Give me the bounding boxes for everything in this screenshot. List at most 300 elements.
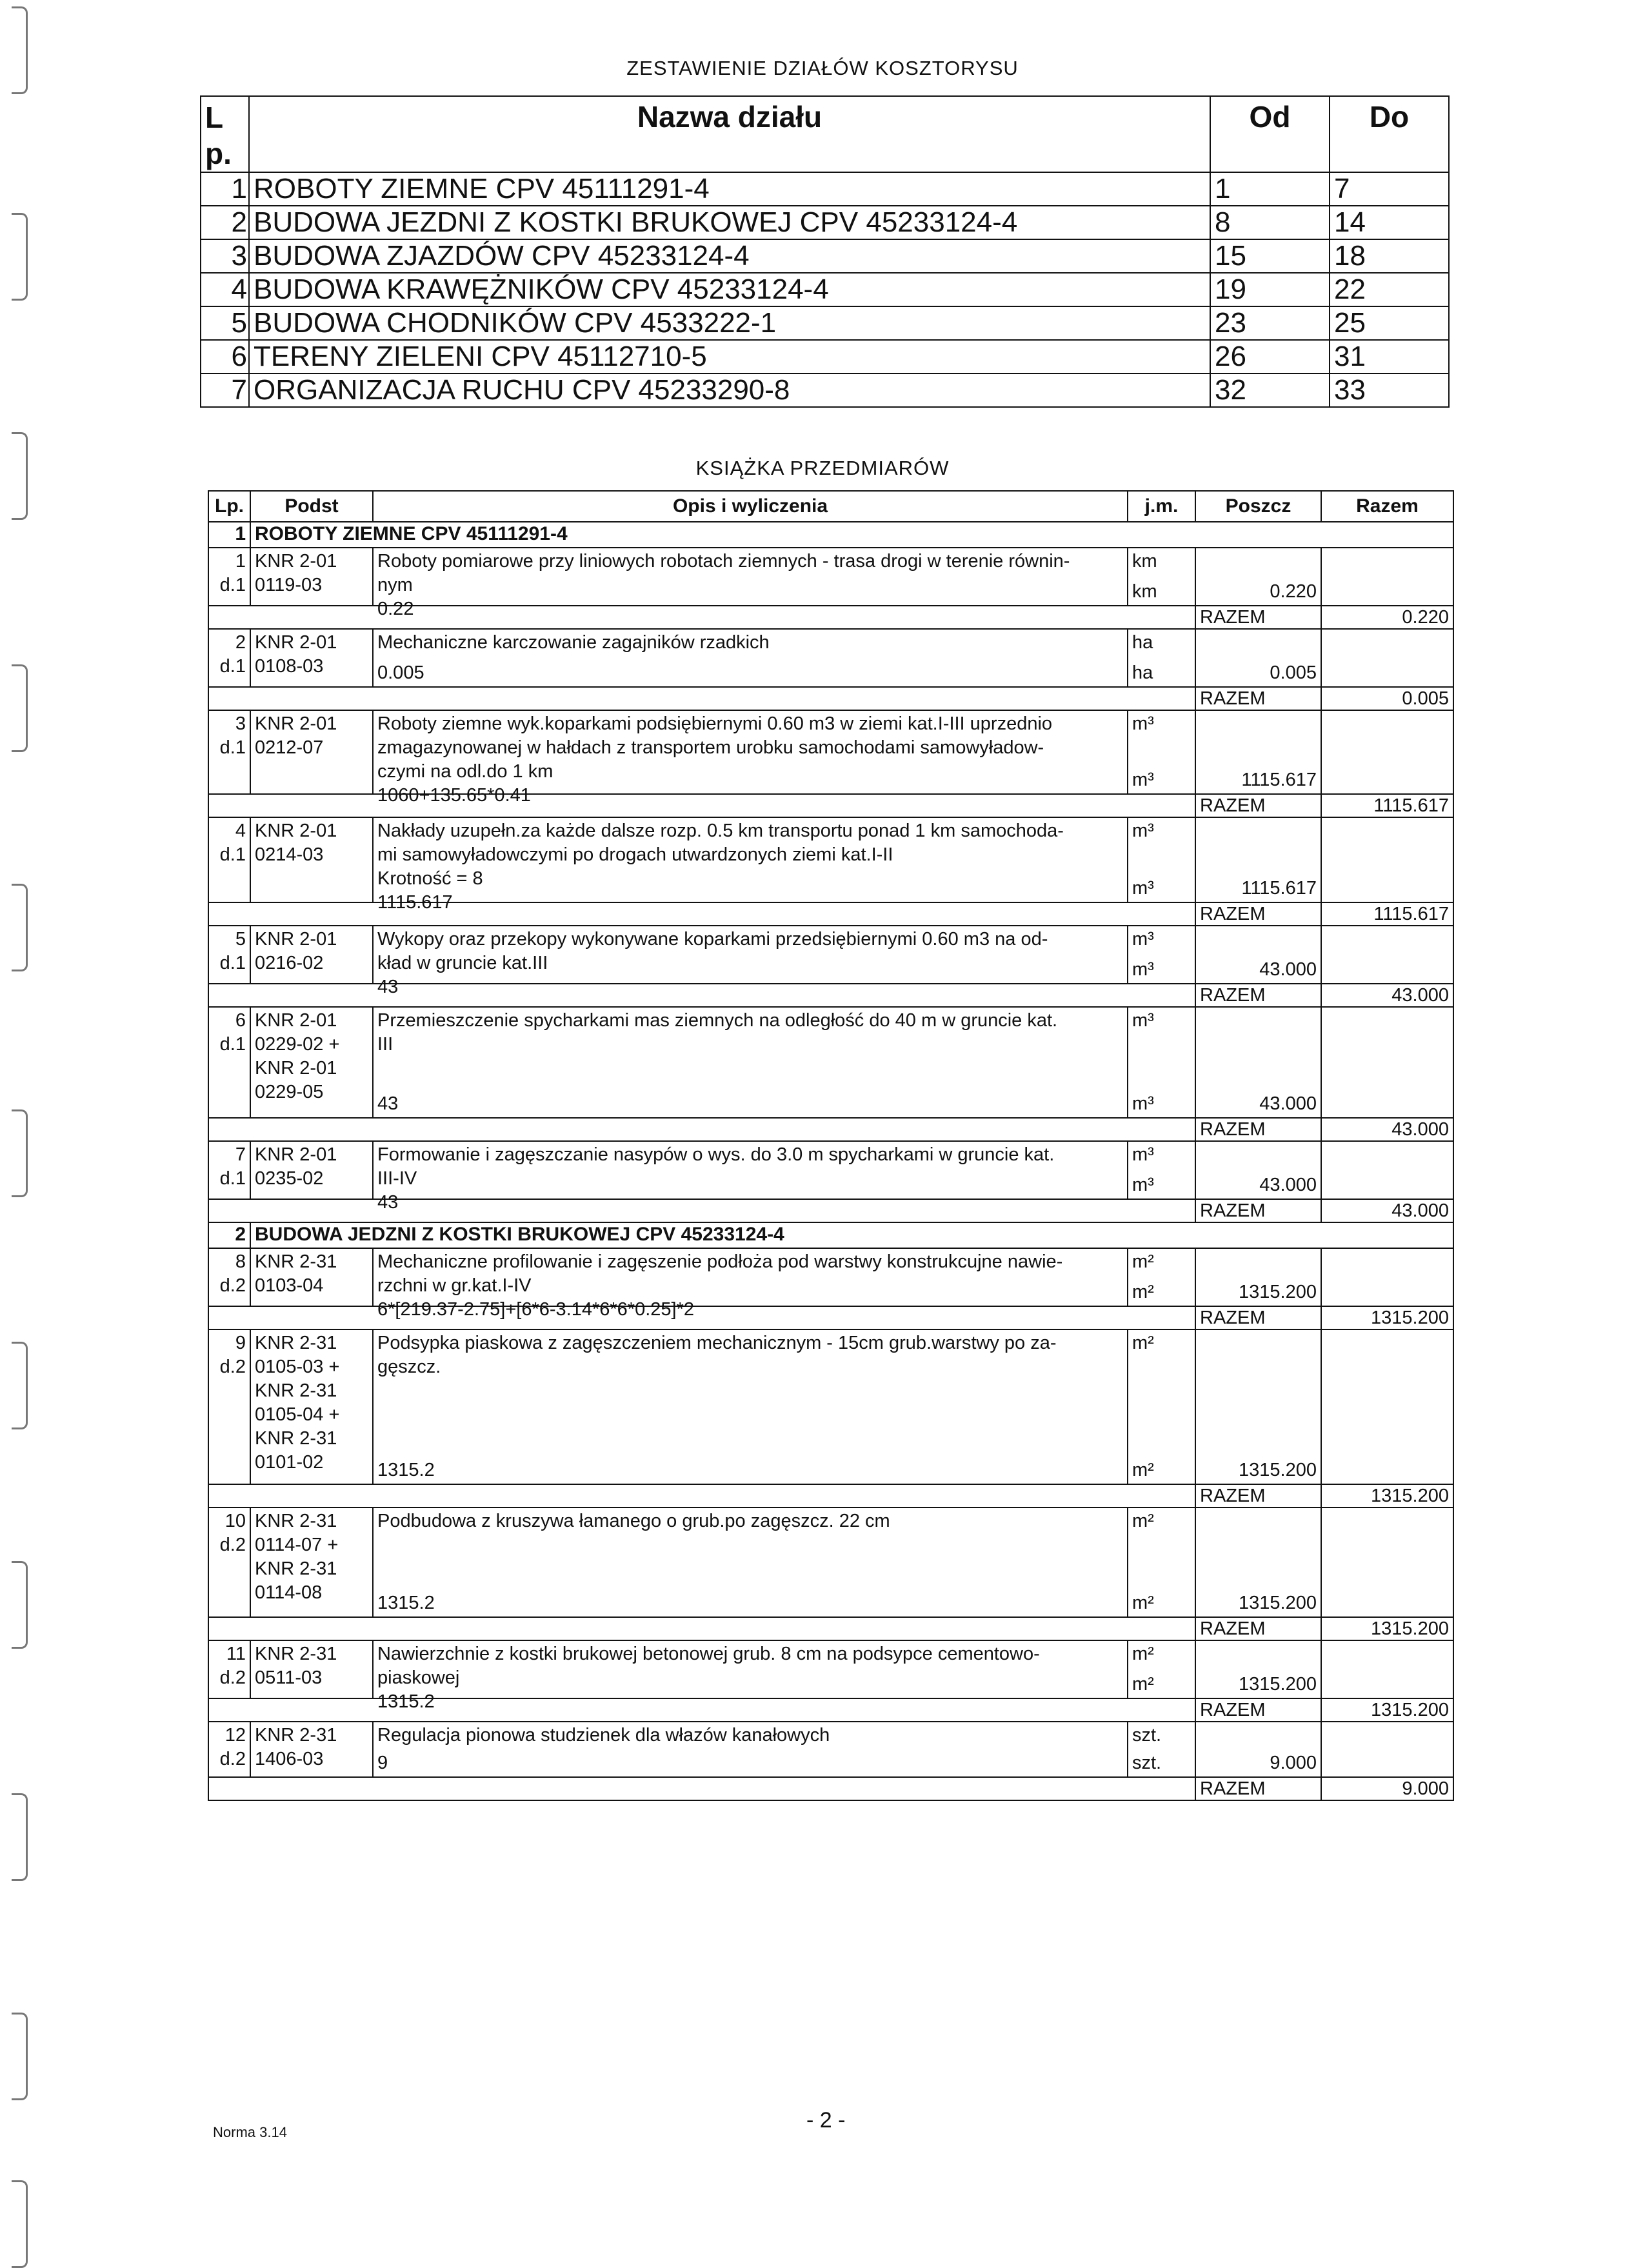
- opis-line: Wykopy oraz przekopy wykonywane koparkami przedsiębiernymi 0.60 m3 na od-: [377, 929, 1048, 950]
- summary-row: [201, 172, 1449, 206]
- item-podstawa: [250, 710, 373, 794]
- item-lp: [208, 926, 250, 984]
- opis-text: [377, 928, 1123, 975]
- summary-row: [201, 340, 1449, 373]
- opis-calculation: 43: [377, 1093, 399, 1114]
- opis-text: [377, 712, 1123, 784]
- opis-stack: [377, 928, 1123, 997]
- opis-line: Przemieszczenie spycharkami mas ziemnych na odległość do 40 m w gruncie kat.: [377, 1010, 1058, 1031]
- razem-value: 1315.200: [1321, 1617, 1453, 1640]
- summary-od: 8: [1210, 206, 1330, 239]
- poszcz-value: 43.000: [1259, 959, 1317, 980]
- binder-hole: [12, 2180, 28, 2268]
- opis-line: piaskowej: [377, 1667, 460, 1688]
- item-section-ref: d.1: [219, 656, 246, 677]
- opis-calculation: 1315.2: [377, 1593, 435, 1613]
- item-razem-empty: [1321, 710, 1453, 794]
- item-number: 6: [235, 1010, 246, 1031]
- item-poszcz: [1195, 817, 1321, 902]
- summary-lp: 6: [201, 340, 249, 373]
- summary-nazwa: TERENY ZIELENI CPV 45112710-5: [249, 340, 1210, 373]
- poszcz-value: 1315.200: [1239, 1674, 1317, 1695]
- razem-label: RAZEM: [1195, 606, 1321, 629]
- przedmiar-title: KSIĄŻKA PRZEDMIARÓW: [695, 457, 950, 479]
- item-opis: [373, 629, 1128, 687]
- razem-empty: [208, 1118, 1195, 1141]
- summary-nazwa: BUDOWA ZJAZDÓW CPV 45233124-4: [249, 239, 1210, 273]
- podstawa-line: KNR 2-01: [255, 632, 337, 653]
- opis-text: [377, 1724, 1123, 1747]
- item-section-ref: d.2: [219, 1667, 246, 1688]
- poszcz-value: 9.000: [1270, 1753, 1317, 1773]
- binder-hole: [12, 1109, 28, 1197]
- summary-do: 25: [1330, 306, 1449, 340]
- summary-header-od: Od: [1210, 96, 1330, 172]
- item-podstawa: [250, 1640, 373, 1698]
- poszcz-stack: [1200, 1509, 1317, 1615]
- podstawa-line: KNR 2-01: [255, 713, 337, 734]
- poszcz-value: 43.000: [1259, 1175, 1317, 1195]
- item-poszcz: [1195, 1007, 1321, 1118]
- item-podstawa: [250, 817, 373, 902]
- razem-value: 1315.200: [1321, 1698, 1453, 1722]
- opis-calculation: 6*[219.37-2.75]+[6*6-3.14*6*6*0.25]*2: [377, 1299, 694, 1320]
- item-opis: [373, 1640, 1128, 1712]
- podstawa-line: KNR 2-31: [255, 1511, 337, 1531]
- opis-calculation: 1315.2: [377, 1460, 435, 1480]
- binder-hole: [12, 1342, 28, 1429]
- binder-hole: [12, 1561, 28, 1649]
- przedmiar-header-opis: Opis i wyliczenia: [373, 491, 1128, 522]
- podstawa-line: 0105-03 +: [255, 1357, 340, 1377]
- opis-stack: [377, 1509, 1123, 1615]
- opis-line: Nawierzchnie z kostki brukowej betonowej grub. 8 cm na podsypce cementowo-: [377, 1644, 1040, 1664]
- item-section-ref: d.1: [219, 844, 246, 865]
- item-razem-empty: [1321, 926, 1453, 984]
- item-number: 8: [235, 1251, 246, 1272]
- binder-hole: [12, 884, 28, 971]
- jm-unit: m³: [1132, 929, 1154, 950]
- razem-row: [208, 1118, 1453, 1141]
- item-jm: [1128, 817, 1195, 902]
- jm-stack: [1132, 1250, 1191, 1304]
- podstawa-line: KNR 2-31: [255, 1428, 337, 1449]
- section-title: ROBOTY ZIEMNE CPV 45111291-4: [250, 522, 1453, 548]
- binder-hole: [12, 1793, 28, 1881]
- jm-unit: m³: [1132, 1144, 1154, 1165]
- jm-unit: m²: [1132, 1644, 1154, 1664]
- opis-line: Formowanie i zagęszczanie nasypów o wys. do 3.0 m spycharkami w gruncie kat.: [377, 1144, 1055, 1165]
- przedmiar-item-row: [208, 548, 1453, 606]
- opis-text: [377, 1642, 1123, 1690]
- podstawa-line: 0511-03: [255, 1667, 323, 1688]
- item-section-ref: d.2: [219, 1535, 246, 1555]
- podstawa-line: KNR 2-31: [255, 1380, 337, 1401]
- binder-hole: [12, 213, 28, 301]
- opis-line: Mechaniczne profilowanie i zagęszenie podłoża pod warstwy konstrukcujne nawie-: [377, 1251, 1063, 1272]
- item-poszcz: [1195, 1640, 1321, 1698]
- opis-stack: [377, 819, 1123, 913]
- opis-line: Krotność = 8: [377, 868, 483, 889]
- footer-software: Norma 3.14: [213, 2124, 287, 2140]
- opis-text: [377, 631, 1123, 655]
- summary-lp: 1: [201, 172, 249, 206]
- przedmiar-item-row: [208, 1640, 1453, 1698]
- jm-unit-calc: m²: [1132, 1674, 1154, 1695]
- item-podstawa: [250, 1248, 373, 1306]
- summary-header-lp: L p.: [201, 96, 249, 172]
- item-section-ref: d.1: [219, 1168, 246, 1189]
- opis-line: Regulacja pionowa studzienek dla włazów kanałowych: [377, 1725, 830, 1746]
- poszcz-value: 1115.617: [1241, 878, 1317, 899]
- summary-od: 15: [1210, 239, 1330, 273]
- razem-row: [208, 1484, 1453, 1507]
- item-podstawa: [250, 548, 373, 606]
- opis-line: III-IV: [377, 1168, 417, 1189]
- item-number: 4: [235, 821, 246, 841]
- item-lp: [208, 1329, 250, 1484]
- jm-stack: [1132, 1143, 1191, 1197]
- summary-do: 31: [1330, 340, 1449, 373]
- section-row: [208, 522, 1453, 548]
- opis-calculation: 0.22: [377, 599, 414, 619]
- jm-unit: km: [1132, 551, 1157, 572]
- poszcz-stack: [1200, 1143, 1317, 1197]
- opis-calculation: 1060+135.65*0.41: [377, 785, 531, 806]
- summary-od: 23: [1210, 306, 1330, 340]
- poszcz-stack: [1200, 1009, 1317, 1116]
- item-lp: [208, 1248, 250, 1306]
- jm-stack: [1132, 550, 1191, 604]
- jm-unit: m³: [1132, 821, 1154, 841]
- jm-unit-calc: m³: [1132, 959, 1154, 980]
- summary-nazwa: BUDOWA KRAWĘŻNIKÓW CPV 45233124-4: [249, 273, 1210, 306]
- summary-do: 18: [1330, 239, 1449, 273]
- item-poszcz: [1195, 1722, 1321, 1777]
- item-number: 5: [235, 929, 246, 950]
- razem-value: 1315.200: [1321, 1484, 1453, 1507]
- item-opis: [373, 1007, 1128, 1118]
- razem-value: 1115.617: [1321, 794, 1453, 817]
- section-row: [208, 1222, 1453, 1248]
- item-number: 1: [235, 551, 246, 572]
- summary-nazwa: BUDOWA JEZDNI Z KOSTKI BRUKOWEJ CPV 45233124-4: [249, 206, 1210, 239]
- item-poszcz: [1195, 926, 1321, 984]
- jm-unit: m³: [1132, 1010, 1154, 1031]
- section-title: BUDOWA JEDZNI Z KOSTKI BRUKOWEJ CPV 45233124-4: [250, 1222, 1453, 1248]
- podstawa-line: 0105-04 +: [255, 1404, 340, 1425]
- przedmiar-item-row: [208, 1141, 1453, 1199]
- opis-line: Roboty ziemne wyk.koparkami podsiębiernymi 0.60 m3 w ziemi kat.I-III uprzednio: [377, 713, 1053, 734]
- przedmiar-header-razem: Razem: [1321, 491, 1453, 522]
- page-number: - 2 -: [806, 2108, 846, 2133]
- opis-stack: [377, 1143, 1123, 1213]
- opis-line: Podbudowa z kruszywa łamanego o grub.po zagęszcz. 22 cm: [377, 1511, 890, 1531]
- podstawa-line: 0114-07 +: [255, 1535, 339, 1555]
- razem-label: RAZEM: [1195, 1199, 1321, 1222]
- summary-od: 1: [1210, 172, 1330, 206]
- item-opis: [373, 1507, 1128, 1617]
- jm-unit-calc: m²: [1132, 1460, 1154, 1480]
- item-podstawa: [250, 1141, 373, 1199]
- opis-text: [377, 1509, 1123, 1533]
- item-number: 3: [235, 713, 246, 734]
- przedmiar-item-row: [208, 1507, 1453, 1617]
- przedmiar-item-row: [208, 1007, 1453, 1118]
- podstawa-line: 0229-02 +: [255, 1034, 340, 1055]
- item-poszcz: [1195, 548, 1321, 606]
- summary-do: 14: [1330, 206, 1449, 239]
- item-jm: [1128, 1722, 1195, 1777]
- opis-text: [377, 1250, 1123, 1298]
- binder-hole: [12, 6, 28, 94]
- item-opis: [373, 926, 1128, 997]
- opis-line: zmagazynowanej w hałdach z transportem urobku samochodami samowyładow-: [377, 737, 1044, 758]
- opis-calculation: 0.005: [377, 662, 424, 683]
- opis-text: [377, 819, 1123, 891]
- item-opis: [373, 548, 1128, 619]
- podstawa-line: 0101-02: [255, 1452, 324, 1473]
- opis-line: Nakłady uzupełn.za każde dalsze rozp. 0.5 km transportu ponad 1 km samochoda-: [377, 821, 1064, 841]
- poszcz-value: 1315.200: [1239, 1593, 1317, 1613]
- item-lp: [208, 629, 250, 687]
- jm-unit: m²: [1132, 1333, 1154, 1353]
- razem-empty: [208, 687, 1195, 710]
- razem-value: 43.000: [1321, 984, 1453, 1007]
- summary-row: [201, 273, 1449, 306]
- opis-line: czymi na odl.do 1 km: [377, 761, 553, 782]
- summary-lp: 2: [201, 206, 249, 239]
- binder-hole: [12, 664, 28, 752]
- przedmiar-item-row: [208, 629, 1453, 687]
- podstawa-line: 0114-08: [255, 1582, 323, 1603]
- summary-title: ZESTAWIENIE DZIAŁÓW KOSZTORYSU: [626, 57, 1019, 79]
- podstawa-line: KNR 2-01: [255, 821, 337, 841]
- opis-line: kład w gruncie kat.III: [377, 953, 548, 973]
- przedmiar-header-podst: Podst: [250, 491, 373, 522]
- item-razem-empty: [1321, 1329, 1453, 1484]
- opis-line: Mechaniczne karczowanie zagajników rzadkich: [377, 632, 770, 653]
- item-razem-empty: [1321, 1141, 1453, 1199]
- poszcz-stack: [1200, 550, 1317, 604]
- section-number: 2: [208, 1222, 250, 1248]
- summary-header-nazwa: Nazwa działu: [249, 96, 1210, 172]
- opis-stack: [377, 631, 1123, 685]
- item-podstawa: [250, 926, 373, 984]
- summary-nazwa: ROBOTY ZIEMNE CPV 45111291-4: [249, 172, 1210, 206]
- opis-stack: [377, 712, 1123, 806]
- podstawa-line: KNR 2-31: [255, 1558, 337, 1579]
- razem-empty: [208, 1484, 1195, 1507]
- razem-value: 0.005: [1321, 687, 1453, 710]
- item-jm: [1128, 1248, 1195, 1306]
- razem-row: [208, 687, 1453, 710]
- section-number: 1: [208, 522, 250, 548]
- podstawa-line: KNR 2-01: [255, 1058, 337, 1079]
- item-section-ref: d.1: [219, 575, 246, 595]
- item-razem-empty: [1321, 629, 1453, 687]
- item-section-ref: d.1: [219, 737, 246, 758]
- opis-stack: [377, 1331, 1123, 1482]
- poszcz-stack: [1200, 928, 1317, 982]
- item-number: 11: [226, 1644, 246, 1664]
- item-podstawa: [250, 629, 373, 687]
- item-jm: [1128, 548, 1195, 606]
- razem-label: RAZEM: [1195, 1777, 1321, 1800]
- razem-label: RAZEM: [1195, 1617, 1321, 1640]
- item-number: 7: [235, 1144, 246, 1165]
- jm-unit: szt.: [1132, 1725, 1162, 1746]
- item-lp: [208, 1007, 250, 1118]
- item-jm: [1128, 1507, 1195, 1617]
- item-poszcz: [1195, 1507, 1321, 1617]
- item-opis: [373, 1248, 1128, 1320]
- jm-unit-calc: m³: [1132, 1175, 1154, 1195]
- summary-od: 26: [1210, 340, 1330, 373]
- summary-row: [201, 206, 1449, 239]
- item-opis: [373, 710, 1128, 806]
- item-podstawa: [250, 1722, 373, 1777]
- jm-unit: m²: [1132, 1511, 1154, 1531]
- jm-stack: [1132, 1642, 1191, 1696]
- razem-label: RAZEM: [1195, 1698, 1321, 1722]
- przedmiar-item-row: [208, 1722, 1453, 1777]
- summary-do: 33: [1330, 373, 1449, 407]
- przedmiar-item-row: [208, 817, 1453, 902]
- podstawa-line: 0214-03: [255, 844, 324, 865]
- item-section-ref: d.1: [219, 1034, 246, 1055]
- razem-value: 43.000: [1321, 1118, 1453, 1141]
- opis-stack: [377, 1724, 1123, 1775]
- razem-label: RAZEM: [1195, 687, 1321, 710]
- razem-label: RAZEM: [1195, 984, 1321, 1007]
- poszcz-stack: [1200, 819, 1317, 900]
- poszcz-value: 1115.617: [1241, 770, 1317, 790]
- summary-header-do: Do: [1330, 96, 1449, 172]
- opis-text: [377, 1009, 1123, 1057]
- item-section-ref: d.2: [219, 1357, 246, 1377]
- item-razem-empty: [1321, 1640, 1453, 1698]
- opis-calculation: 43: [377, 977, 399, 997]
- item-podstawa: [250, 1507, 373, 1617]
- poszcz-stack: [1200, 1724, 1317, 1775]
- poszcz-value: 43.000: [1259, 1093, 1317, 1114]
- item-jm: [1128, 926, 1195, 984]
- summary-header-row: [201, 96, 1449, 172]
- podstawa-line: KNR 2-31: [255, 1251, 337, 1272]
- summary-row: [201, 239, 1449, 273]
- opis-calculation: 9: [377, 1753, 388, 1773]
- poszcz-value: 0.220: [1270, 581, 1317, 602]
- summary-lp: 7: [201, 373, 249, 407]
- podstawa-line: 0216-02: [255, 953, 324, 973]
- razem-label: RAZEM: [1195, 1484, 1321, 1507]
- item-razem-empty: [1321, 1248, 1453, 1306]
- binder-hole: [12, 2013, 28, 2100]
- podstawa-line: KNR 2-31: [255, 1644, 337, 1664]
- opis-calculation: 1315.2: [377, 1691, 435, 1712]
- poszcz-stack: [1200, 1250, 1317, 1304]
- podstawa-line: 1406-03: [255, 1749, 324, 1769]
- item-jm: [1128, 1141, 1195, 1199]
- jm-unit-calc: m³: [1132, 1093, 1154, 1114]
- opis-text: [377, 1143, 1123, 1191]
- opis-stack: [377, 1009, 1123, 1116]
- item-jm: [1128, 1329, 1195, 1484]
- jm-stack: [1132, 1724, 1191, 1775]
- opis-line: mi samowyładowczymi po drogach utwardzonych ziemi kat.I-II: [377, 844, 893, 865]
- summary-do: 7: [1330, 172, 1449, 206]
- podstawa-line: 0229-05: [255, 1082, 324, 1102]
- razem-label: RAZEM: [1195, 1118, 1321, 1141]
- jm-stack: [1132, 819, 1191, 900]
- item-razem-empty: [1321, 1722, 1453, 1777]
- razem-empty: [208, 1777, 1195, 1800]
- item-jm: [1128, 1640, 1195, 1698]
- item-lp: [208, 1507, 250, 1617]
- summary-table: [200, 95, 1450, 408]
- item-opis: [373, 1329, 1128, 1484]
- item-lp: [208, 817, 250, 902]
- poszcz-stack: [1200, 712, 1317, 792]
- binder-holes: [5, 0, 31, 2264]
- item-number: 9: [235, 1333, 246, 1353]
- summary-nazwa: BUDOWA CHODNIKÓW CPV 4533222-1: [249, 306, 1210, 340]
- opis-text: [377, 550, 1123, 597]
- summary-nazwa: ORGANIZACJA RUCHU CPV 45233290-8: [249, 373, 1210, 407]
- item-podstawa: [250, 1007, 373, 1118]
- summary-row: [201, 306, 1449, 340]
- przedmiar-item-row: [208, 1329, 1453, 1484]
- opis-stack: [377, 1250, 1123, 1320]
- podstawa-line: 0103-04: [255, 1275, 324, 1296]
- poszcz-value: 1315.200: [1239, 1460, 1317, 1480]
- item-section-ref: d.2: [219, 1749, 246, 1769]
- item-razem-empty: [1321, 548, 1453, 606]
- jm-unit: m²: [1132, 1251, 1154, 1272]
- przedmiar-header-row: [208, 491, 1453, 522]
- item-poszcz: [1195, 1141, 1321, 1199]
- summary-do: 22: [1330, 273, 1449, 306]
- summary-od: 32: [1210, 373, 1330, 407]
- item-jm: [1128, 629, 1195, 687]
- item-jm: [1128, 710, 1195, 794]
- podstawa-line: KNR 2-01: [255, 929, 337, 950]
- opis-line: Podsypka piaskowa z zagęszczeniem mechanicznym - 15cm grub.warstwy po za-: [377, 1333, 1057, 1353]
- item-opis: [373, 1722, 1128, 1777]
- opis-text: [377, 1331, 1123, 1379]
- poszcz-value: 0.005: [1270, 662, 1317, 683]
- przedmiar-item-row: [208, 926, 1453, 984]
- opis-line: Roboty pomiarowe przy liniowych robotach ziemnych - trasa drogi w terenie równin-: [377, 551, 1070, 572]
- jm-unit-calc: szt.: [1132, 1753, 1162, 1773]
- przedmiar-table: [208, 490, 1454, 1801]
- podstawa-line: 0212-07: [255, 737, 324, 758]
- razem-label: RAZEM: [1195, 794, 1321, 817]
- jm-unit-calc: ha: [1132, 662, 1153, 683]
- opis-line: III: [377, 1034, 394, 1055]
- item-razem-empty: [1321, 1007, 1453, 1118]
- item-number: 2: [235, 632, 246, 653]
- podstawa-line: 0108-03: [255, 656, 324, 677]
- item-lp: [208, 1141, 250, 1199]
- item-opis: [373, 817, 1128, 913]
- podstawa-line: 0119-03: [255, 575, 323, 595]
- item-section-ref: d.1: [219, 953, 246, 973]
- item-poszcz: [1195, 1248, 1321, 1306]
- item-razem-empty: [1321, 817, 1453, 902]
- razem-value: 9.000: [1321, 1777, 1453, 1800]
